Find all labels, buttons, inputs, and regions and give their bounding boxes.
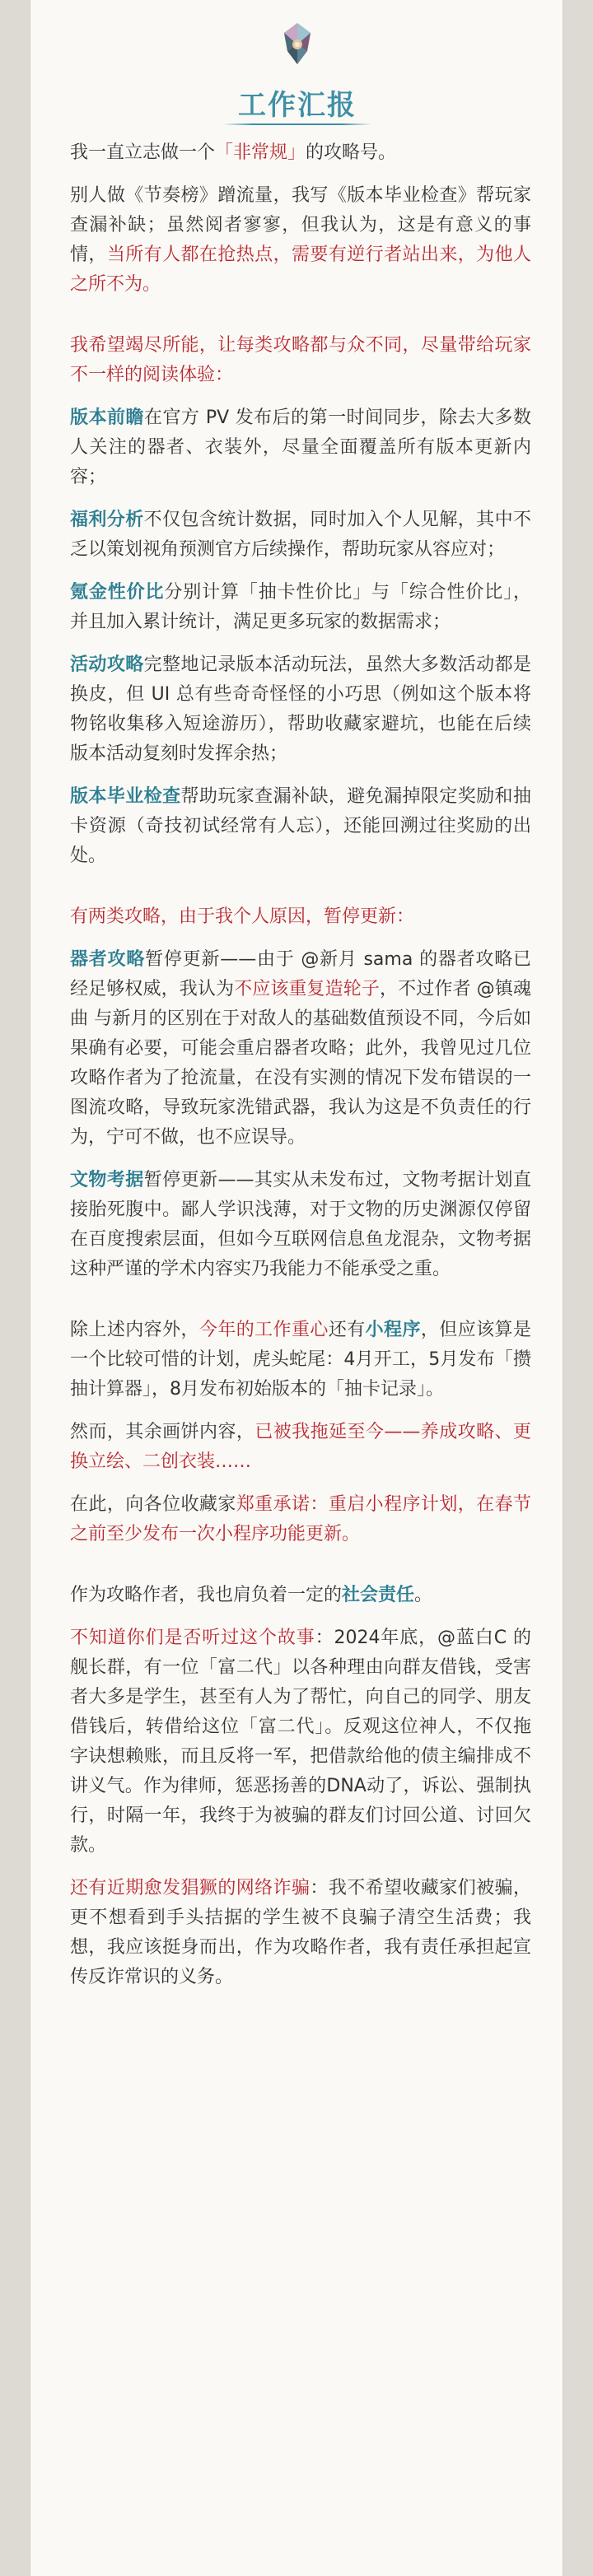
spacer [70,884,531,902]
delay-text: 然而，其余画饼内容， [70,1422,255,1442]
guide-version-preview [70,403,531,492]
paused-weapon-guide [70,945,531,1153]
guide-description-end: ，不过作者 @镇魂曲 与新月的区别在于对敌人的基础数值预设不同，今后如果确有必要，可能会重启器者攻略；此外，我曾见过几位攻略作者为了抢流量，在没有实测的情况下发布错误的一图流攻略，导致玩家洗错武器，我认为这是不负责任的行为，宁可不做，也不应误导。 [70,979,531,1148]
responsibility-label: 社会责任 [342,1585,415,1605]
guide-event [70,650,531,769]
guide-highlight: 不应该重复造轮子 [234,979,381,999]
report-page [30,0,563,2576]
guide-spending-value [70,578,531,637]
guide-label: 氪金性价比 [70,582,165,603]
guide-description: 暂停更新——由于 @新月 sama 的器者攻略已经足够权威，我认为 [70,949,531,999]
story-highlight: 不知道你们是否听过这个故事 [70,1628,315,1648]
guide-benefit-analysis [70,505,531,565]
guide-description: 分别计算「抽卡性价比」与「综合性价比」，并且加入累计统计，满足更多玩家的数据需求； [70,582,531,632]
guide-description: 完整地记录版本活动玩法，虽然大多数活动都是换皮，但 UI 总有些奇奇怪怪的小巧思（例如这个版本将物铭收集移入短途游历），帮助收藏家避坑，也能在后续版本活动复刻时发挥余热； [70,654,531,764]
responsibility-paragraph [70,1581,531,1610]
intro-highlight: 「非常规」 [215,142,306,163]
guide-label: 版本前瞻 [70,408,144,428]
mini-program-text: 还有 [328,1320,366,1340]
spacer [70,1563,531,1581]
delay-paragraph [70,1418,531,1477]
guide-description: 暂停更新——其实从未发布过，文物考据计划直接胎死腹中。鄙人学识浅薄，对于文物的历史渊源仅停留在百度搜索层面，但如今互联网信息鱼龙混杂，文物考据这种严谨的学术内容实乃我能力不能承受之重。 [70,1170,531,1279]
guide-label: 文物考据 [70,1170,144,1190]
guide-description: 在官方 PV 发布后的第一时间同步，除去大多数人关注的器者、衣装外，尽量全面覆盖所有版本更新内容； [70,408,531,487]
spacer [70,1297,531,1316]
promise-text: 在此，向各位收藏家 [70,1494,236,1515]
spacer [70,313,531,331]
delay-highlight: 已被我拖延至今——养成攻略、更换立绘、二创衣装…… [70,1422,531,1472]
report-header [30,16,564,132]
paused-relic-research [70,1166,531,1284]
crystal-flower-icon [274,21,320,68]
responsibility-text-end: 。 [414,1585,433,1605]
promise-paragraph [70,1490,531,1549]
mini-program-text-end: ，但应该算是一个比较可惜的计划，虎头蛇尾：4月开工，5月发布「攒抽计算器」，8月发布初始版本的「抽卡记录」。 [70,1320,531,1400]
story-paragraph [70,1623,531,1861]
fraud-paragraph [70,1874,531,1992]
fraud-highlight: 还有近期愈发猖獗的网络诈骗 [70,1878,311,1898]
mini-program-paragraph [70,1316,531,1404]
guide-description: 帮助玩家查漏补缺，避免漏掉限定奖励和抽卡资源（奇技初试经常有人忘），还能回溯过往奖励的出处。 [70,786,531,866]
report-body [70,138,531,2005]
intro-paragraph [70,138,531,168]
title-underline [223,123,371,125]
guide-graduation-check [70,782,531,871]
guide-label: 福利分析 [70,510,144,530]
intro-text-end: 的攻略号。 [306,142,397,163]
mission-highlight: 当所有人都在抢热点，需要有逆行者站出来，为他人之所不为。 [70,245,531,295]
page-title: 工作汇报 [238,89,357,122]
goal-highlight: 我希望竭尽所能，让每类攻略都与众不同，尽量带给玩家不一样的阅读体验： [70,335,531,385]
intro-text: 我一直立志做一个 [70,142,216,163]
mission-paragraph [70,181,531,300]
mission-text: 别人做《节奏榜》蹭流量，我写《版本毕业检查》帮玩家查漏补缺；虽然阅者寥寥，但我认为，这是有意义的事情， [70,185,531,265]
guide-label: 活动攻略 [70,654,144,675]
guide-description: 不仅包含统计数据，同时加入个人见解，其中不乏以策划视角预测官方后续操作，帮助玩家从容应对； [70,510,531,560]
guide-label: 版本毕业检查 [70,786,181,807]
promise-highlight: 郑重承诺：重启小程序计划，在春节之前至少发布一次小程序功能更新。 [70,1494,531,1544]
paused-highlight: 有两类攻略，由于我个人原因，暂停更新： [70,906,415,927]
guide-label: 器者攻略 [70,949,146,970]
fraud-text: ：我不希望收藏家们被骗，更不想看到手头拮据的学生被不良骗子清空生活费；我想，我应该挺身而出，作为攻略作者，我有责任承担起宣传反诈常识的义务。 [70,1878,531,1987]
goal-paragraph [70,331,531,390]
mini-program-label: 小程序 [365,1320,421,1340]
paused-heading [70,902,531,932]
mini-program-text: 除上述内容外， [70,1320,199,1340]
responsibility-text: 作为攻略作者，我也肩负着一定的 [70,1585,343,1605]
mini-program-highlight: 今年的工作重心 [198,1320,329,1340]
story-text: ：2024年底，@蓝白C 的舰长群，有一位「富二代」以各种理由向群友借钱，受害者大多是学生，甚至有人为了帮忙，向自己的同学、朋友借钱后，转借给这位「富二代」。反观这位神人，不仅拖字诀想赖账，而且反将一军，把借款给他的债主编排成不讲义气。作为律师，惩恶扬善的DNA动了，诉讼、强制执行，时隔一年，我终于为被骗的群友们讨回公道、讨回欠款。 [70,1628,531,1856]
